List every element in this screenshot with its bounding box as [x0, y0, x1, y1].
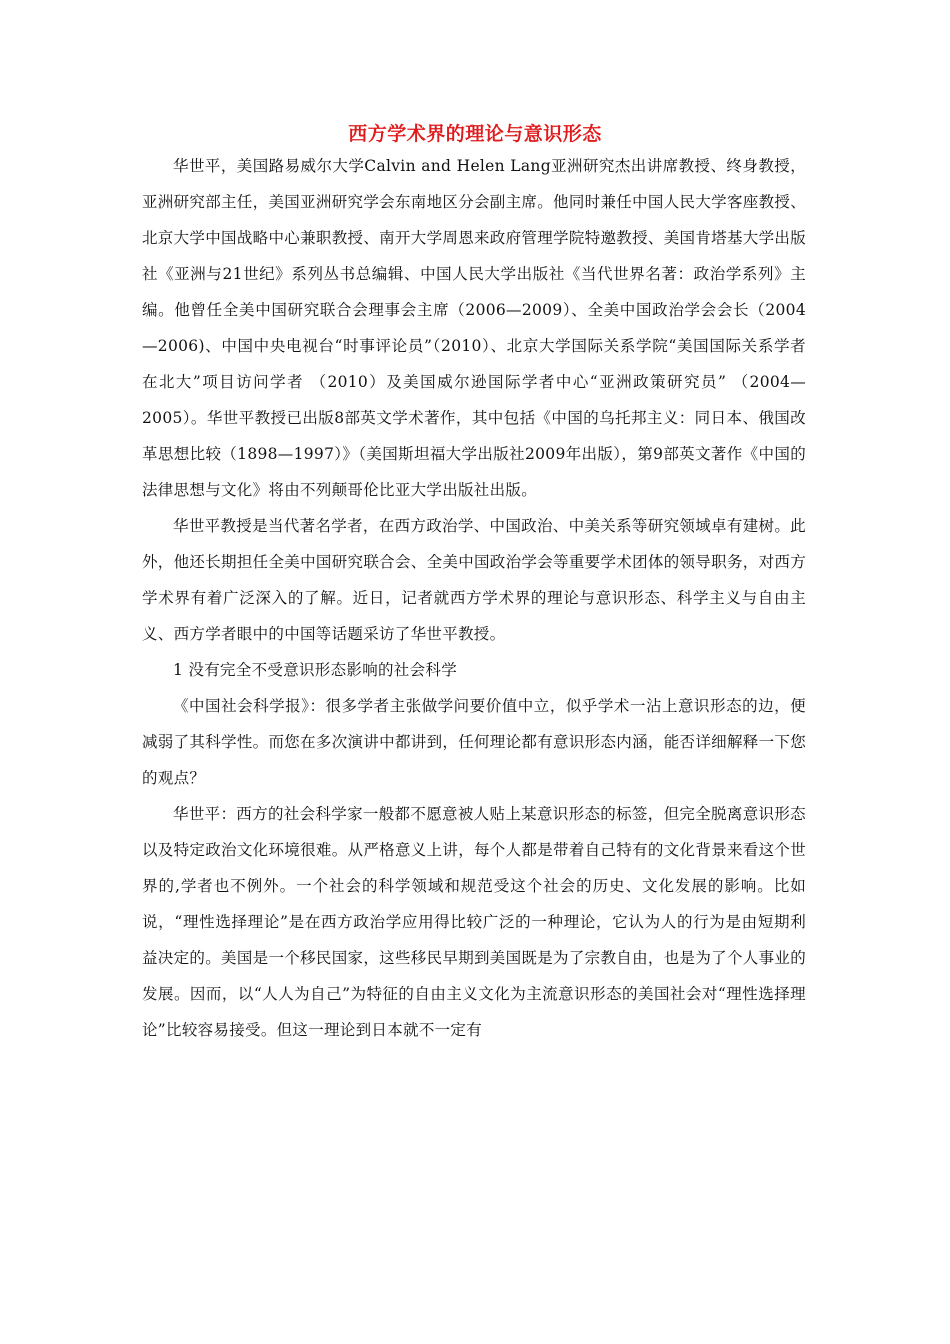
paragraph-intro: 华世平教授是当代著名学者，在西方政治学、中国政治、中美关系等研究领域卓有建树。此外，他还长期担任全美中国研究联合会、全美中国政治学会等重要学术团体的领导职务，对西方学术界有着广泛深入的了解。近日，记者就西方学术界的理论与意识形态、科学主义与自由主义、西方学者眼中的中国等话题采访了华世平教授。 [142, 517, 806, 643]
paragraph-answer: 华世平：西方的社会科学家一般都不愿意被人贴上某意识形态的标签，但完全脱离意识形态以及特定政治文化环境很难。从严格意义上讲，每个人都是带着自己特有的文化背景来看这个世界的,学者也不例外。一个社会的科学领域和规范受这个社会的历史、文化发展的影响。比如说，“理性选择理论”是在西方政治学应用得比较广泛的一种理论，它认为人的行为是由短期利益决定的。美国是一个移民国家，这些移民早期到美国既是为了宗教自由，也是为了个人事业的发展。因而，以“人人为自己”为特征的自由主义文化为主流意识形态的美国社会对“理性选择理论”比较容易接受。但这一理论到日本就不一定有 [142, 805, 806, 1039]
paragraph-bio: 华世平，美国路易威尔大学Calvin and Helen Lang亚洲研究杰出讲席教授、终身教授，亚洲研究部主任，美国亚洲研究学会东南地区分会副主席。他同时兼任中国人民大学客座教授、北京大学中国战略中心兼职教授、南开大学周恩来政府管理学院特邀教授、美国肯塔基大学出版社《亚洲与21世纪》系列丛书总编辑、中国人民大学出版社《当代世界名著：政治学系列》主编。他曾任全美中国研究联合会理事会主席（2006—2009）、全美中国政治学会会长（2004—2006)、中国中央电视台“时事评论员”（2010）、北京大学国际关系学院“美国国际关系学者在北大”项目访问学者 （2010）及美国威尔逊国际学者中心“亚洲政策研究员” （2004—2005）。华世平教授已出版8部英文学术著作，其中包括《中国的乌托邦主义：同日本、俄国改革思想比较（1898—1997）》（美国斯坦福大学出版社2009年出版），第9部英文著作《中国的法律思想与文化》将由不列颠哥伦比亚大学出版社出版。 [142, 157, 806, 499]
document-body [142, 148, 806, 1048]
section-heading: 1 没有完全不受意识形态影响的社会科学 [173, 661, 457, 679]
document-title: 西方学术界的理论与意识形态 [348, 123, 602, 145]
paragraph-question: 《中国社会科学报》：很多学者主张做学问要价值中立，似乎学术一沾上意识形态的边，便减弱了其科学性。而您在多次演讲中都讲到，任何理论都有意识形态内涵，能否详细解释一下您的观点？ [142, 697, 806, 787]
